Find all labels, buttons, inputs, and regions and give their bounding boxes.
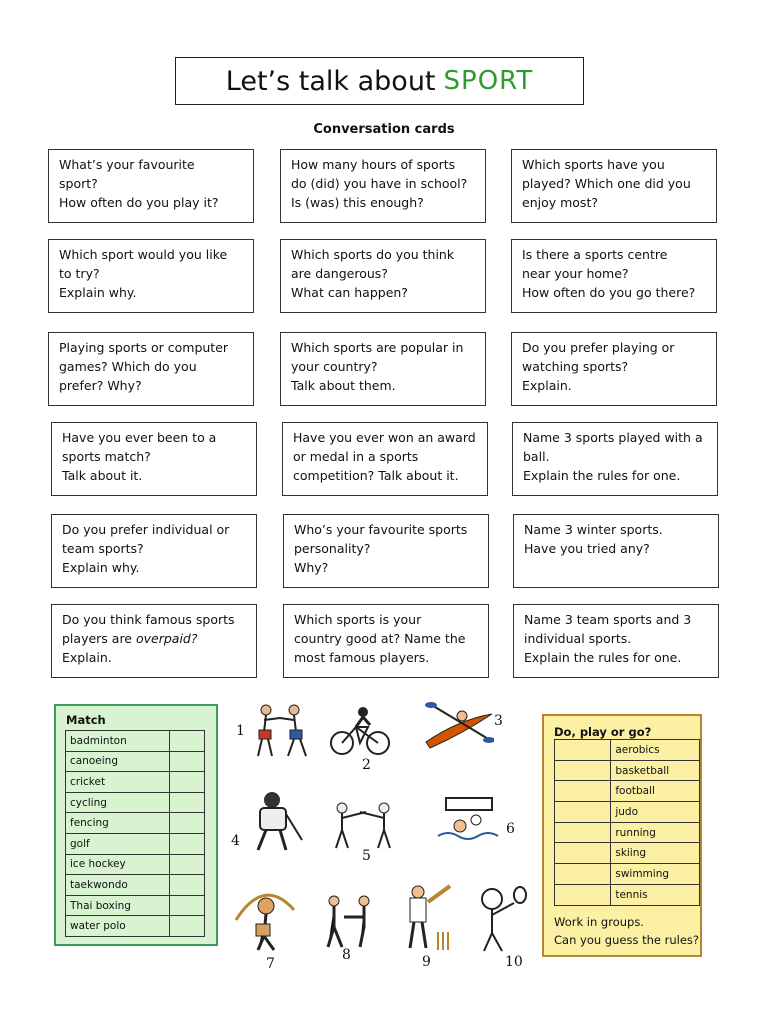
picture-number: 5 [362, 848, 371, 864]
card-line: Which sports do you think [291, 247, 455, 262]
card-line: or medal in a sports [293, 449, 419, 464]
table-row [66, 895, 205, 916]
card-emphasis: overpaid? [135, 631, 198, 646]
picture-number: 10 [505, 954, 523, 970]
answer-cell[interactable] [170, 916, 205, 937]
table-row [555, 802, 700, 823]
match-item: taekwondo [66, 875, 170, 896]
table-row [555, 740, 700, 761]
conversation-card [280, 239, 486, 313]
table-row [66, 875, 205, 896]
conversation-card [511, 239, 717, 313]
card-line: Explain. [522, 378, 572, 393]
card-line: games? Which do you [59, 359, 197, 374]
answer-cell[interactable] [555, 864, 611, 885]
card-line: ball. [523, 449, 550, 464]
match-item: Thai boxing [66, 895, 170, 916]
answer-cell[interactable] [555, 843, 611, 864]
match-item: cycling [66, 792, 170, 813]
title-accent: SPORT [443, 66, 534, 96]
activity-item: aerobics [611, 740, 700, 761]
card-line: Have you ever been to a [62, 430, 217, 445]
table-row [66, 916, 205, 937]
answer-cell[interactable] [170, 875, 205, 896]
card-line: Which sports is your [294, 612, 422, 627]
card-line: played? Which one did you [522, 176, 691, 191]
answer-cell[interactable] [170, 854, 205, 875]
instruction-line: Work in groups. [554, 915, 644, 929]
card-line: country good at? Name the [294, 631, 466, 646]
picture-number: 3 [494, 713, 503, 729]
match-table [65, 730, 205, 937]
worksheet-title [175, 57, 584, 105]
conversation-card [48, 239, 254, 313]
activity-item: tennis [611, 884, 700, 905]
match-item: badminton [66, 731, 170, 752]
conversation-card [280, 149, 486, 223]
card-line: near your home? [522, 266, 629, 281]
card-line: individual sports. [524, 631, 632, 646]
card-line: are dangerous? [291, 266, 388, 281]
card-line: prefer? Why? [59, 378, 142, 393]
card-line: Who’s your favourite sports [294, 522, 468, 537]
table-row [555, 843, 700, 864]
golf-icon [228, 880, 300, 952]
table-row [555, 781, 700, 802]
activity-item: running [611, 822, 700, 843]
tennis-icon [470, 885, 532, 955]
conversation-card [48, 332, 254, 406]
card-line: What’s your favourite [59, 157, 195, 172]
thai-boxing-icon [250, 700, 310, 760]
match-item: water polo [66, 916, 170, 937]
table-row [555, 822, 700, 843]
card-line: Do you prefer individual or [62, 522, 230, 537]
card-line: Is there a sports centre [522, 247, 668, 262]
card-line [62, 629, 246, 648]
answer-cell[interactable] [555, 781, 611, 802]
answer-cell[interactable] [170, 792, 205, 813]
conversation-card [513, 514, 719, 588]
activity-item: basketball [611, 760, 700, 781]
table-row [66, 854, 205, 875]
answer-cell[interactable] [170, 833, 205, 854]
card-line: Talk about them. [291, 378, 396, 393]
conversation-card [512, 422, 718, 496]
match-item: fencing [66, 813, 170, 834]
card-line: What can happen? [291, 285, 408, 300]
cycling-icon [330, 705, 390, 757]
card-line: How often do you play it? [59, 195, 219, 210]
card-line-text: players are [62, 631, 136, 646]
conversation-card [511, 149, 717, 223]
card-line: Explain the rules for one. [523, 468, 681, 483]
picture-number: 9 [422, 954, 431, 970]
match-label: Match [66, 713, 106, 727]
answer-cell[interactable] [170, 813, 205, 834]
picture-number: 6 [506, 821, 515, 837]
table-row [555, 864, 700, 885]
water-polo-icon [436, 780, 502, 844]
ice-hockey-icon [242, 790, 306, 856]
instruction-line: Can you guess the rules? [554, 933, 700, 947]
card-line: Name 3 winter sports. [524, 522, 663, 537]
card-line: Explain why. [59, 285, 137, 300]
table-row [66, 792, 205, 813]
answer-cell[interactable] [555, 884, 611, 905]
conversation-card [282, 422, 488, 496]
card-line: Name 3 sports played with a [523, 430, 703, 445]
conversation-card [513, 604, 719, 678]
card-line: How often do you go there? [522, 285, 696, 300]
match-panel [54, 704, 218, 946]
conversation-card [51, 514, 257, 588]
answer-cell[interactable] [170, 895, 205, 916]
card-line: Have you tried any? [524, 541, 650, 556]
card-line: most famous players. [294, 650, 430, 665]
table-row [555, 760, 700, 781]
conversation-card [511, 332, 717, 406]
conversation-card [48, 149, 254, 223]
card-line: Which sports have you [522, 157, 665, 172]
card-line: to try? [59, 266, 100, 281]
card-line: Is (was) this enough? [291, 195, 424, 210]
cricket-icon [398, 882, 458, 952]
picture-number: 8 [342, 947, 351, 963]
card-line: do (did) you have in school? [291, 176, 468, 191]
conversation-card [280, 332, 486, 406]
fencing-icon [330, 800, 396, 850]
activity-item: football [611, 781, 700, 802]
card-line: Do you prefer playing or [522, 340, 675, 355]
card-line: Have you ever won an award [293, 430, 476, 445]
table-row [66, 833, 205, 854]
card-line: sport? [59, 176, 98, 191]
card-line: Explain. [62, 650, 112, 665]
card-line: Which sport would you like [59, 247, 228, 262]
card-line: competition? Talk about it. [293, 468, 459, 483]
picture-number: 4 [231, 833, 240, 849]
card-line: sports match? [62, 449, 151, 464]
card-line: How many hours of sports [291, 157, 456, 172]
table-row [66, 772, 205, 793]
activity-item: judo [611, 802, 700, 823]
answer-cell[interactable] [555, 802, 611, 823]
activity-item: swimming [611, 864, 700, 885]
picture-number: 2 [362, 757, 371, 773]
answer-cell[interactable] [555, 822, 611, 843]
card-line: Talk about it. [62, 468, 143, 483]
conversation-card [283, 514, 489, 588]
card-line: enjoy most? [522, 195, 598, 210]
card-line: team sports? [62, 541, 144, 556]
match-item: golf [66, 833, 170, 854]
taekwondo-icon [320, 893, 378, 949]
subtitle: Conversation cards [313, 122, 455, 137]
table-row [66, 731, 205, 752]
match-item: ice hockey [66, 854, 170, 875]
card-line: Explain why. [62, 560, 140, 575]
match-item: cricket [66, 772, 170, 793]
card-line: Playing sports or computer [59, 340, 229, 355]
card-line: Which sports are popular in [291, 340, 464, 355]
do-play-go-table [554, 739, 700, 906]
match-item: canoeing [66, 751, 170, 772]
conversation-card [283, 604, 489, 678]
title-text: Let’s talk about [225, 65, 436, 97]
conversation-card [51, 422, 257, 496]
table-row [66, 751, 205, 772]
group-instruction [554, 913, 699, 949]
activity-item: skiing [611, 843, 700, 864]
picture-number: 1 [236, 723, 245, 739]
answer-cell[interactable] [555, 760, 611, 781]
card-line: watching sports? [522, 359, 629, 374]
answer-cell[interactable] [170, 772, 205, 793]
canoeing-icon [422, 700, 494, 750]
do-play-go-panel [542, 714, 702, 957]
picture-number: 7 [266, 956, 275, 972]
card-line: Explain the rules for one. [524, 650, 682, 665]
card-line: personality? [294, 541, 371, 556]
table-row [555, 884, 700, 905]
do-play-go-label: Do, play or go? [554, 725, 652, 739]
card-line: your country? [291, 359, 378, 374]
answer-cell[interactable] [170, 751, 205, 772]
conversation-card [51, 604, 257, 678]
answer-cell[interactable] [170, 731, 205, 752]
card-line: Do you think famous sports [62, 612, 235, 627]
answer-cell[interactable] [555, 740, 611, 761]
card-line: Name 3 team sports and 3 [524, 612, 692, 627]
table-row [66, 813, 205, 834]
card-line: Why? [294, 560, 329, 575]
